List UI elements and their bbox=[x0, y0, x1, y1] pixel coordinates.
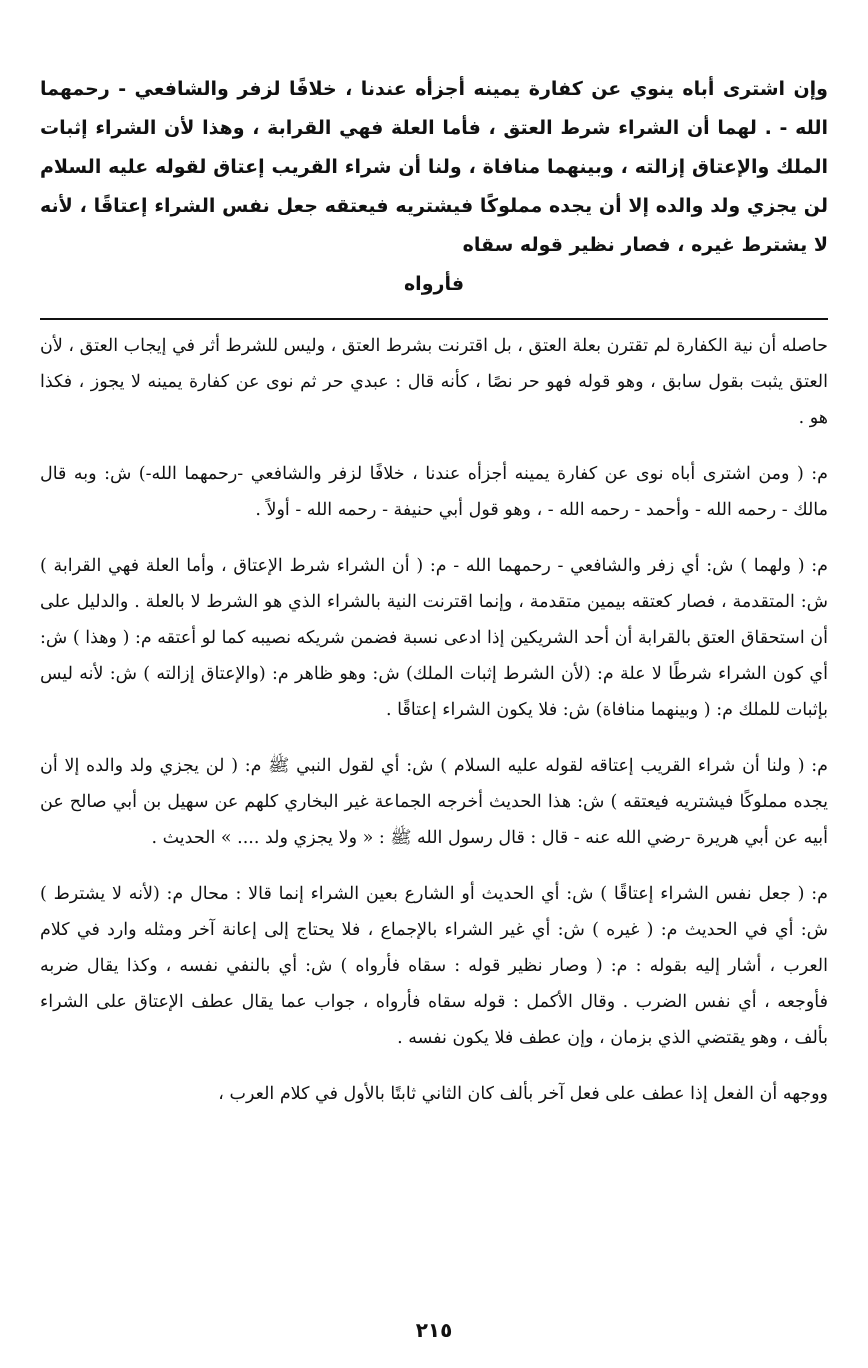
separator-rule bbox=[40, 318, 828, 320]
commentary-paragraph-5: م: ( جعل نفس الشراء إعتاقًا ) ش: أي الحديث أو الشارع بعين الشراء إنما قالا : محال م: (لأنه لا يشترط ) ش: أي في الحديث م: ( غيره ) ش: أي غير الشراء بالإجماع ، فلا يحتاج إلى إعانة آخر ومثله وارد في كلام العرب ، أشار إليه بقوله : م: ( وصار نظير قوله : سقاه فأرواه ) ش: أي بالنفي نفسه ، وكذا يقال ضربه فأوجعه ، أي نفس الضرب . وقال الأكمل : قوله سقاه فأرواه ، جواب عما يقال عطف الإعتاق على الشراء بألف ، وهو يقتضي الذي بزمان ، وإن عطف فلا يكون نفسه . bbox=[40, 884, 828, 1048]
commentary-paragraph-6: ووجهه أن الفعل إذا عطف على فعل آخر بألف كان الثاني ثابتًا بالأول في كلام العرب ، bbox=[218, 1084, 828, 1104]
commentary-paragraph-4: م: ( ولنا أن شراء القريب إعتاقه لقوله عليه السلام ) ش: أي لقول النبي ﷺ م: ( لن يجزي ولد والده إلا أن يجده مملوكًا فيشتريه فيعتقه ) ش: هذا الحديث أخرجه الجماعة غير البخاري كلهم عن سهيل بن أبي صالح عن أبيه عن أبي هريرة -رضي الله عنه - قال : قال رسول الله ﷺ : « ولا يجزي ولد .... » الحديث . bbox=[40, 756, 828, 848]
commentary-paragraph-1: حاصله أن نية الكفارة لم تقترن بعلة العتق ، بل اقترنت بشرط العتق ، وليس للشرط أثر في إيجاب العتق ، لأن العتق يثبت بقول سابق ، وهو قوله فهو حر نصًا ، كأنه قال : عبدي حر ثم نوى عن كفارة يمينه لا يجوز ، فكذا هو . bbox=[40, 336, 828, 428]
matn-last-word: فأرواه bbox=[403, 273, 465, 295]
matn-text: وإن اشترى أباه ينوي عن كفارة يمينه أجزأه عندنا ، خلافًا لزفر والشافعي - رحمهما الله - . لهما أن الشراء شرط العتق ، فأما العلة فهي القرابة ، وهذا لأن الشراء إثبات الملك والإعتاق إزالته ، وبينهما منافاة ، ولنا أن شراء القريب إعتاق لقوله عليه السلام لن يجزي ولد والده إلا أن يجده مملوكًا فيشتريه فيعتقه جعل نفس الشراء إعتاقًا ، لأنه لا يشترط غيره ، فصار نظير قوله سقاه bbox=[40, 78, 828, 256]
page-number: ٢١٥ bbox=[415, 1318, 453, 1342]
book-page bbox=[40, 70, 828, 1368]
commentary-section bbox=[40, 328, 828, 1112]
commentary-paragraph-3: م: ( ولهما ) ش: أي زفر والشافعي - رحمهما الله - م: ( أن الشراء شرط الإعتاق ، وأما العلة فهي القرابة ) ش: المتقدمة ، فصار كعتقه بيمين متقدمة ، وإنما اقترنت النية بالشراء الذي هو الشرط لا بالعلة . والدليل على أن استحقاق العتق بالقرابة أن أحد الشريكين إذا ادعى نسبة فضمن شريكه نصيبه كما لو أعتقه م: ( وهذا ) ش: أي كون الشراء شرطًا لا علة م: (لأن الشرط إثبات الملك) ش: وهو ظاهر م: (والإعتاق إزالته ) ش: لأنه ليس بإثبات للملك م: ( وبينهما منافاة) ش: فلا يكون الشراء إعتاقًا . bbox=[40, 556, 828, 720]
commentary-paragraph-2: م: ( ومن اشترى أباه نوى عن كفارة يمينه أجزأه عندنا ، خلافًا لزفر والشافعي -رحمهما الله-) ش: وبه قال مالك - رحمه الله - وأحمد - رحمه الله - ، وهو قول أبي حنيفة - رحمه الله - أولاً . bbox=[40, 464, 828, 520]
